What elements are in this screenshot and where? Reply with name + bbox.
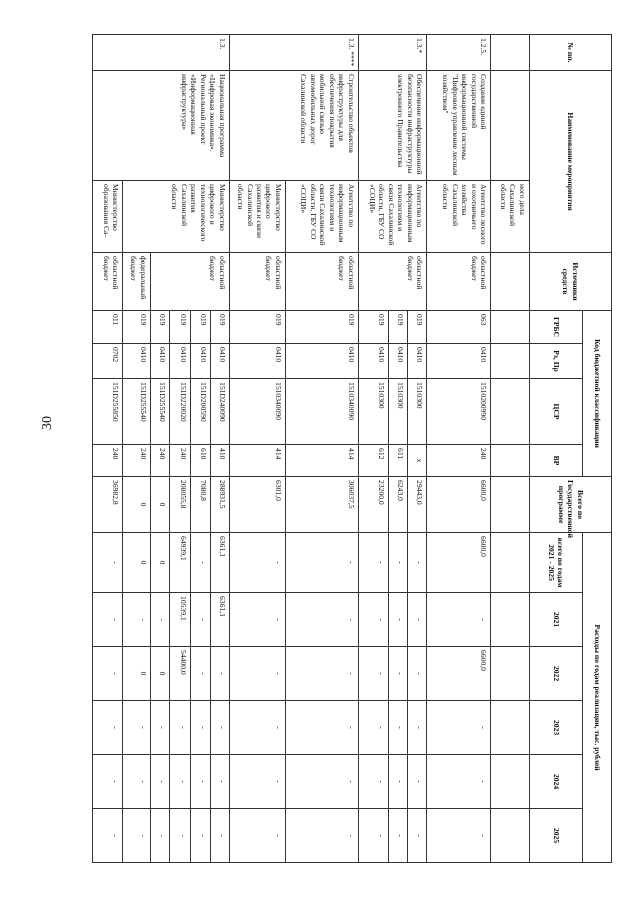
cell-2023: - [93, 701, 123, 755]
cell-source: областной бюджет [150, 253, 229, 311]
cell-total-years: - [191, 533, 210, 593]
cell-total: 288931,5 [210, 477, 229, 533]
cell-total-years: 64939,1 [170, 533, 191, 593]
cell-2025: - [191, 809, 210, 863]
table-row [285, 35, 358, 863]
cell-name: Создание единой государственной информационной системы "Цифровое управление лесным хозяйством" [427, 71, 491, 181]
cell-2024: - [93, 755, 123, 809]
cell-total: 208055,8 [170, 477, 191, 533]
cell-executor: Агентство лесного и охотничьего хозяйства Сахалинской области [427, 181, 491, 253]
cell-executor: Министерство цифрового и технологического развития Сахалинской области [123, 181, 230, 253]
cell-2022: - [407, 647, 426, 701]
cell-rzpr: 0410 [170, 344, 191, 379]
cell-2024: - [407, 755, 426, 809]
cell-source: областной бюджет [358, 253, 426, 311]
cell-2024: - [170, 755, 191, 809]
cell-2025: - [93, 809, 123, 863]
cell-total: 23200,0 [358, 477, 388, 533]
cell-grbs: 063 [427, 311, 491, 344]
cell-total: 6301,0 [229, 477, 285, 533]
cell-total: 29443,0 [407, 477, 426, 533]
table-row [210, 35, 229, 863]
cell-vr: 414 [229, 445, 285, 477]
cell-2021: - [427, 593, 491, 647]
cell-2025: - [285, 809, 358, 863]
cell-name: Строительство объектов инфраструктуры для обеспечения покрытия мобильной связью автомобильных дорог Сахалинской области [229, 71, 358, 181]
cell-2025: - [229, 809, 285, 863]
cell-grbs: 019 [123, 311, 151, 344]
cell-total-years: - [407, 533, 426, 593]
cell-source: областной бюджет [93, 253, 123, 311]
cell-total-years: 0 [123, 533, 151, 593]
cell-grbs: 019 [210, 311, 229, 344]
cell-vr: 240 [123, 445, 151, 477]
cell-executor: Агентство по информационным технологиям и связи Сахалинской области, ГБУ СО «СОЦИ» [358, 181, 426, 253]
header-total-years: всего по годам 2021 - 2025 [529, 533, 582, 593]
cell-2022: - [358, 647, 388, 701]
cell-total-years: - [285, 533, 358, 593]
cell-total: 0 [123, 477, 151, 533]
budget-table [92, 34, 612, 863]
cell-executor: Агентство по информационным технологиям и связи Сахалинской области, ГБУ СО «СОЦИ» [285, 181, 358, 253]
cell-vr: 612 [358, 445, 388, 477]
cell-vr: 410 [210, 445, 229, 477]
cell-2024: - [123, 755, 151, 809]
cell-2023: - [191, 701, 210, 755]
cell-rzpr: 0410 [388, 344, 407, 379]
cell-csr: 1510300 [358, 379, 388, 445]
cell-2022: - [388, 647, 407, 701]
cell-grbs: 011 [93, 311, 123, 344]
cell-csr: 151D200590 [191, 379, 210, 445]
cell-grbs: 019 [150, 311, 169, 344]
cell-2025: - [427, 809, 491, 863]
cell-rzpr: 0410 [358, 344, 388, 379]
cell-no: 1.3.* [358, 35, 426, 71]
cell-2023: - [229, 701, 285, 755]
cell-total-years: - [93, 533, 123, 593]
cell-2022: - [93, 647, 123, 701]
header-no: № пп. [529, 35, 611, 71]
cell-2025: - [407, 809, 426, 863]
cell-2021: - [229, 593, 285, 647]
cell-2022: - [191, 647, 210, 701]
rotated-page [92, 34, 612, 862]
cell-2023: - [285, 701, 358, 755]
header-year-2025: 2025 [529, 809, 582, 863]
cell-grbs: 019 [285, 311, 358, 344]
cell-total: 0 [150, 477, 169, 533]
cell-2024: - [285, 755, 358, 809]
cell-total: 36982,8 [93, 477, 123, 533]
cell-csr: 1510300 [388, 379, 407, 445]
table-row [491, 35, 529, 863]
cell-2023: - [170, 701, 191, 755]
header-year-2021: 2021 [529, 593, 582, 647]
cell-2022: - [229, 647, 285, 701]
cell-total-years: 6361,1 [210, 533, 229, 593]
cell-vr: 240 [427, 445, 491, 477]
cell-rzpr: 0702 [93, 344, 123, 379]
header-name: Наименование мероприятия [529, 71, 611, 253]
cell-2022: - [285, 647, 358, 701]
cell-2023: - [150, 701, 169, 755]
table-row [427, 35, 491, 863]
cell-csr: 151D255850 [93, 379, 123, 445]
cell-2024: - [358, 755, 388, 809]
cell-2024: - [210, 755, 229, 809]
cell-2023: - [388, 701, 407, 755]
cell-2023: - [210, 701, 229, 755]
cell-grbs: 019 [388, 311, 407, 344]
header-csr: ЦСР [529, 379, 582, 445]
cell-2025: - [388, 809, 407, 863]
header-year-2023: 2023 [529, 701, 582, 755]
cell-csr: 1510340090 [229, 379, 285, 445]
cell-rzpr: 0410 [229, 344, 285, 379]
cell-2024: - [150, 755, 169, 809]
cell-grbs: 019 [229, 311, 285, 344]
header-year-2024: 2024 [529, 755, 582, 809]
cell-rzpr: 0410 [285, 344, 358, 379]
header-source: Источники средств [529, 253, 611, 311]
cell-total-years: - [388, 533, 407, 593]
cell-2024: - [388, 755, 407, 809]
cell-2025: - [123, 809, 151, 863]
cell-source: областной бюджет [285, 253, 358, 311]
cell-vr: 240 [93, 445, 123, 477]
cell-csr: 1510340090 [285, 379, 358, 445]
header-total-program: Всего по Государственной программе [529, 477, 611, 533]
cell-2024: - [427, 755, 491, 809]
cell-grbs: 019 [358, 311, 388, 344]
cell-total: 6243,0 [388, 477, 407, 533]
cell-rzpr: 0410 [210, 344, 229, 379]
table-row [407, 35, 426, 863]
cell-rzpr: 0410 [427, 344, 491, 379]
cell-no: 1.3. [93, 35, 230, 71]
cell-2021: - [407, 593, 426, 647]
cell-rzpr: 0410 [407, 344, 426, 379]
cell-2024: - [229, 755, 285, 809]
cell-vr: 240 [170, 445, 191, 477]
cell-rzpr: 0410 [191, 344, 210, 379]
cell-2023: - [123, 701, 151, 755]
cell-csr: 151D220020 [170, 379, 191, 445]
cell-2023: - [427, 701, 491, 755]
cell-vr: 611 [388, 445, 407, 477]
cell-2022: 0 [123, 647, 151, 701]
header-year-2022: 2022 [529, 647, 582, 701]
cell-total: 6600,0 [427, 477, 491, 533]
cell-2025: - [150, 809, 169, 863]
cell-2021: - [93, 593, 123, 647]
cell-2021: - [388, 593, 407, 647]
cell-executor: Министерство образования Са- [93, 181, 123, 253]
cell-vr: 610 [191, 445, 210, 477]
header-rzpr: Рз, Пр [529, 344, 582, 379]
cell-source: областной бюджет [427, 253, 491, 311]
cell-vr: 240 [150, 445, 169, 477]
cell-executor: Министерство цифрового развития и связи Сахалинской области [229, 181, 285, 253]
header-vr: ВР [529, 445, 582, 477]
cell-2021: - [285, 593, 358, 647]
cell-source: федеральный бюджет [123, 253, 151, 311]
cell-no: 1.2.5. [427, 35, 491, 71]
cell-2022: 6600,0 [427, 647, 491, 701]
cell-total: 306037,5 [285, 477, 358, 533]
cell-grbs: 019 [170, 311, 191, 344]
cell-csr: 151D255540 [123, 379, 151, 445]
cell-total: 7080,8 [191, 477, 210, 533]
cell-rzpr: 0410 [150, 344, 169, 379]
header-expenses: Расходы по годам реализации, тыс. рублей [583, 533, 612, 863]
cell-2023: - [358, 701, 388, 755]
header-budget-class: Код бюджетной классификации [583, 311, 612, 477]
cell-grbs: 019 [407, 311, 426, 344]
cell-csr: 1510300 [407, 379, 426, 445]
cell-csr: 1510200990 [427, 379, 491, 445]
cell-name: Обеспечение информационной безопасности инфраструктуры электронного Правительства [358, 71, 426, 181]
cell-2021: - [123, 593, 151, 647]
cell-total-years: - [229, 533, 285, 593]
cell-2021: - [150, 593, 169, 647]
cell-2025: - [210, 809, 229, 863]
cell-2025: - [170, 809, 191, 863]
cell-grbs: 019 [191, 311, 210, 344]
cell-total-years: 6600,0 [427, 533, 491, 593]
cell-csr: 151D255540 [150, 379, 169, 445]
cell-2021: - [191, 593, 210, 647]
cell-vr: 414 [285, 445, 358, 477]
cell-csr: 151D240090 [210, 379, 229, 445]
cell-total-years: 0 [150, 533, 169, 593]
cell-2021: 6361,1 [210, 593, 229, 647]
cell-2022: - [210, 647, 229, 701]
cell-total-years: - [358, 533, 388, 593]
cell-name: Национальная программа «Цифровая экономика». Региональный проект «Информационная инфраструктура» [93, 71, 230, 181]
cell-2021: 10539,1 [170, 593, 191, 647]
cell-2024: - [191, 755, 210, 809]
cell-rzpr: 0410 [123, 344, 151, 379]
page-number: 30 [40, 416, 55, 430]
header-grbs: ГРБС [529, 311, 582, 344]
cell-2025: - [358, 809, 388, 863]
cell-executor: ного дела Сахалинской области [491, 181, 529, 253]
cell-2021: - [358, 593, 388, 647]
cell-2022: 54400,0 [170, 647, 191, 701]
cell-no: 1.3. **** [229, 35, 358, 71]
cell-vr: x [407, 445, 426, 477]
cell-2023: - [407, 701, 426, 755]
cell-2022: 0 [150, 647, 169, 701]
cell-source: областной бюджет [229, 253, 285, 311]
